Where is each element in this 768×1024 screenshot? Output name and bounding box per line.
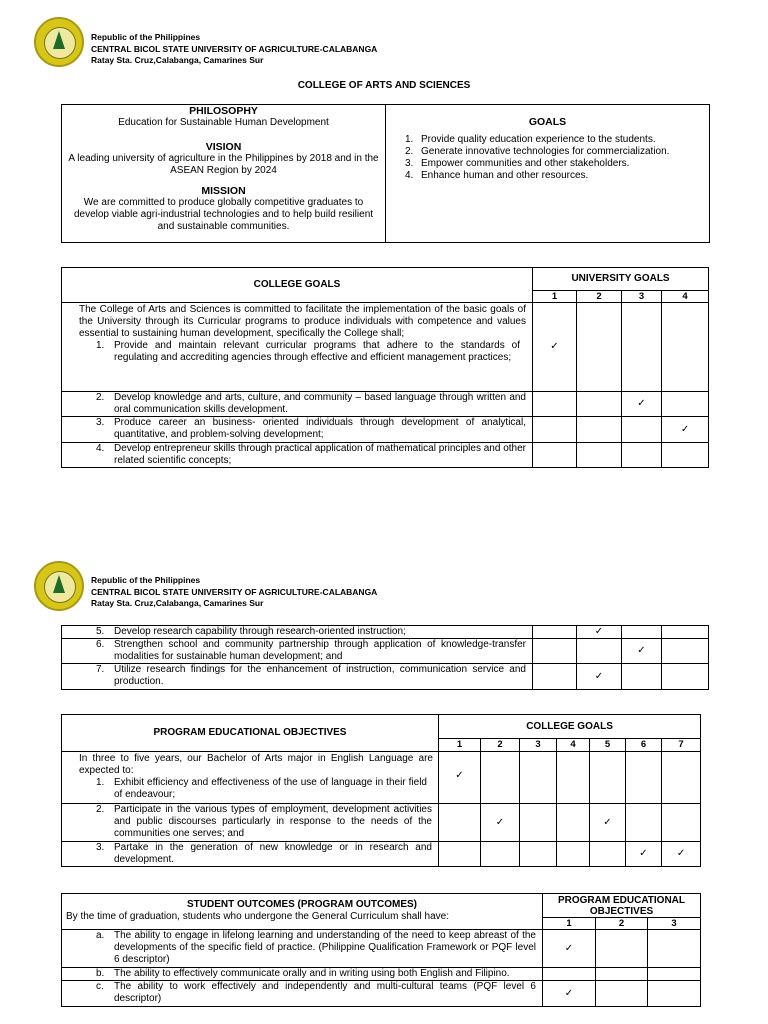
- goal-text: Generate innovative technologies for commercialization.: [421, 146, 670, 157]
- col-number: 7: [662, 739, 701, 752]
- letterhead-line3: Ratay Sta. Cruz,Calabanga, Camarines Sur: [91, 598, 264, 608]
- empty-cell: [557, 842, 590, 867]
- empty-cell: [662, 752, 701, 804]
- letterhead: [91, 32, 377, 67]
- philosophy-text: Education for Sustainable Human Development: [118, 117, 329, 128]
- check-mark: ✓: [626, 842, 662, 867]
- table-row: [62, 417, 533, 443]
- item-text: Produce career an business- oriented individuals through development of analytical, quantitative, and problem-solving development;: [114, 417, 526, 440]
- empty-cell: [626, 804, 662, 842]
- item-text: The ability to work effectively and independently and multi-cultural teams (PQF level 6 descriptor): [114, 981, 536, 1004]
- col-number: 1: [439, 739, 481, 752]
- empty-cell: [662, 664, 709, 690]
- item-number: 1.: [96, 340, 105, 351]
- check-mark: ✓: [622, 639, 662, 664]
- item-text: Exhibit efficiency and effectiveness of the use of language in their field of endeavour;: [114, 777, 427, 800]
- empty-cell: [622, 303, 662, 392]
- item-number: c.: [96, 981, 104, 992]
- empty-cell: [533, 443, 577, 468]
- student-outcomes-table: [61, 893, 701, 1007]
- item-number: 7.: [96, 664, 105, 675]
- table-row: [62, 443, 533, 468]
- item-text: Develop research capability through research-oriented instruction;: [114, 626, 406, 637]
- goal-item: [405, 170, 709, 182]
- peo-table: [61, 714, 701, 867]
- empty-cell: [557, 804, 590, 842]
- empty-cell: [557, 752, 590, 804]
- table-row: [62, 981, 543, 1007]
- table-row: [62, 752, 439, 804]
- goal-item: [405, 134, 709, 146]
- goal-number: 4.: [405, 170, 414, 181]
- check-mark: ✓: [577, 664, 622, 690]
- so-title: STUDENT OUTCOMES (PROGRAM OUTCOMES): [187, 899, 417, 910]
- empty-cell: [622, 443, 662, 468]
- table-row: [62, 392, 533, 417]
- item-text: Provide and maintain relevant curricular programs that adhere to the standards of regulating and accrediting agencies through effective and efficient management practices;: [114, 340, 520, 363]
- goals-label: GOALS: [528, 116, 567, 128]
- item-number: 6.: [96, 639, 105, 650]
- empty-cell: [662, 804, 701, 842]
- vision-text: A leading university of agriculture in the Philippines by 2018 and in the ASEAN Region by 2024: [68, 153, 379, 176]
- letterhead-line3: Ratay Sta. Cruz,Calabanga, Camarines Sur: [91, 55, 264, 65]
- university-seal: [34, 17, 84, 67]
- item-text: Develop knowledge and arts, culture, and community – based language through written and oral communication skills development.: [114, 392, 526, 415]
- so-peo-header: PROGRAM EDUCATIONAL OBJECTIVES: [543, 894, 701, 918]
- goal-number: 3.: [405, 158, 414, 169]
- empty-cell: [520, 842, 557, 867]
- empty-cell: [662, 626, 709, 639]
- item-number: 2.: [96, 392, 105, 403]
- college-goals-intro: The College of Arts and Sciences is committed to facilitate the implementation of the basic goals of the University through its Curricular programs to produce individuals with competence and values essential to sustaining human development, specifically the College shall;: [79, 304, 526, 339]
- item-text: Partake in the generation of new knowledge or in research and development.: [114, 842, 432, 865]
- peo-header: PROGRAM EDUCATIONAL OBJECTIVES: [62, 715, 439, 752]
- col-number: 3: [520, 739, 557, 752]
- table-row: [62, 804, 439, 842]
- empty-cell: [662, 303, 709, 392]
- col-number: 2: [596, 918, 648, 930]
- empty-cell: [648, 930, 701, 968]
- college-goals-header: COLLEGE GOALS: [62, 268, 533, 303]
- table-row: [62, 639, 533, 664]
- letterhead-line2: CENTRAL BICOL STATE UNIVERSITY OF AGRICULTURE-CALABANGA: [91, 586, 378, 597]
- empty-cell: [596, 981, 648, 1007]
- letterhead-line1: Republic of the Philippines: [91, 32, 201, 42]
- empty-cell: [533, 639, 577, 664]
- empty-cell: [648, 981, 701, 1007]
- empty-cell: [533, 626, 577, 639]
- empty-cell: [577, 392, 622, 417]
- item-text: Strengthen school and community partnership through application of knowledge-transfer modalities for sustainable human development; and: [114, 639, 526, 662]
- col-number: 1: [543, 918, 596, 930]
- peo-college-goals-header: COLLEGE GOALS: [439, 715, 701, 739]
- table-row: [62, 930, 543, 968]
- check-mark: ✓: [533, 303, 577, 392]
- col-number: 2: [577, 291, 622, 303]
- empty-cell: [662, 639, 709, 664]
- letterhead-line2: CENTRAL BICOL STATE UNIVERSITY OF AGRICULTURE-CALABANGA: [91, 43, 378, 54]
- empty-cell: [533, 417, 577, 443]
- list-item: [79, 340, 526, 364]
- empty-cell: [543, 968, 596, 981]
- empty-cell: [533, 664, 577, 690]
- empty-cell: [577, 443, 622, 468]
- empty-cell: [590, 842, 626, 867]
- empty-cell: [520, 804, 557, 842]
- check-mark: ✓: [543, 930, 596, 968]
- college-title: COLLEGE OF ARTS AND SCIENCES: [297, 80, 471, 91]
- item-text: Utilize research findings for the enhancement of instruction, communication service and production.: [114, 664, 526, 687]
- pvm-right-cell: [386, 105, 710, 243]
- col-number: 4: [557, 739, 590, 752]
- item-text: Participate in the various types of employment, development activities and public discourses particularly in response to the needs of the communities one serves; and: [114, 804, 432, 839]
- empty-cell: [596, 968, 648, 981]
- so-subtitle: By the time of graduation, students who undergone the General Curriculum shall have:: [66, 911, 449, 922]
- college-goals-continued-table: [61, 625, 709, 690]
- goal-text: Provide quality education experience to the students.: [421, 134, 656, 145]
- item-number: 3.: [96, 842, 105, 853]
- col-number: 3: [622, 291, 662, 303]
- item-number: a.: [96, 930, 105, 941]
- col-number: 4: [662, 291, 709, 303]
- mission-text: We are committed to produce globally competitive graduates to develop viable agri-industrial technologies and to help build resilient and sustainable communities.: [73, 197, 374, 232]
- col-number: 2: [481, 739, 520, 752]
- check-mark: ✓: [543, 981, 596, 1007]
- empty-cell: [590, 752, 626, 804]
- check-mark: ✓: [481, 804, 520, 842]
- empty-cell: [626, 752, 662, 804]
- empty-cell: [481, 752, 520, 804]
- goal-text: Enhance human and other resources.: [421, 170, 589, 181]
- so-header: [62, 894, 543, 930]
- col-number: 5: [590, 739, 626, 752]
- university-goals-header: UNIVERSITY GOALS: [533, 268, 709, 291]
- empty-cell: [648, 968, 701, 981]
- empty-cell: [577, 303, 622, 392]
- item-number: 2.: [96, 804, 105, 815]
- goal-text: Empower communities and other stakeholders.: [421, 158, 630, 169]
- item-text: Develop entrepreneur skills through practical application of mathematical principles and other related scientific concepts;: [114, 443, 526, 466]
- goal-number: 1.: [405, 134, 414, 145]
- check-mark: ✓: [577, 626, 622, 639]
- empty-cell: [622, 417, 662, 443]
- item-text: The ability to effectively communicate orally and in writing using both English and Filipino.: [114, 968, 510, 979]
- peo-intro: In three to five years, our Bachelor of Arts major in English Language are expected to:: [79, 753, 433, 776]
- empty-cell: [533, 392, 577, 417]
- empty-cell: [596, 930, 648, 968]
- empty-cell: [481, 842, 520, 867]
- pvm-left-cell: [62, 105, 386, 243]
- empty-cell: [577, 639, 622, 664]
- col-number: 6: [626, 739, 662, 752]
- university-seal: [34, 561, 84, 611]
- list-item: [79, 777, 433, 801]
- item-text: The ability to engage in lifelong learning and understanding of the need to keep abreast of the developments of the specific field of practice. (Philippine Qualification Framework or PQF level 6 descriptor): [114, 930, 536, 965]
- philosophy-label: PHILOSOPHY: [189, 105, 258, 117]
- letterhead: [91, 575, 377, 610]
- check-mark: ✓: [439, 752, 481, 804]
- empty-cell: [662, 443, 709, 468]
- table-row: [62, 968, 543, 981]
- table-row: [62, 842, 439, 867]
- item-number: 4.: [96, 443, 105, 454]
- empty-cell: [577, 417, 622, 443]
- goal-item: [405, 158, 709, 170]
- college-goals-table: [61, 267, 709, 468]
- empty-cell: [622, 626, 662, 639]
- empty-cell: [439, 842, 481, 867]
- check-mark: ✓: [662, 417, 709, 443]
- letterhead-line1: Republic of the Philippines: [91, 575, 201, 585]
- item-number: b.: [96, 968, 105, 979]
- table-row: [62, 664, 533, 690]
- goal-item: [405, 146, 709, 158]
- empty-cell: [520, 752, 557, 804]
- empty-cell: [622, 664, 662, 690]
- item-number: 5.: [96, 626, 105, 637]
- item-number: 3.: [96, 417, 105, 428]
- vision-label: VISION: [205, 141, 242, 153]
- goals-list: [386, 134, 709, 182]
- empty-cell: [662, 392, 709, 417]
- pvm-table: [61, 104, 710, 243]
- col-number: 3: [648, 918, 701, 930]
- check-mark: ✓: [662, 842, 701, 867]
- goal-number: 2.: [405, 146, 414, 157]
- table-row: [62, 303, 533, 392]
- check-mark: ✓: [590, 804, 626, 842]
- mission-label: MISSION: [201, 185, 246, 197]
- col-number: 1: [533, 291, 577, 303]
- item-number: 1.: [96, 777, 105, 788]
- empty-cell: [439, 804, 481, 842]
- check-mark: ✓: [622, 392, 662, 417]
- table-row: [62, 626, 533, 639]
